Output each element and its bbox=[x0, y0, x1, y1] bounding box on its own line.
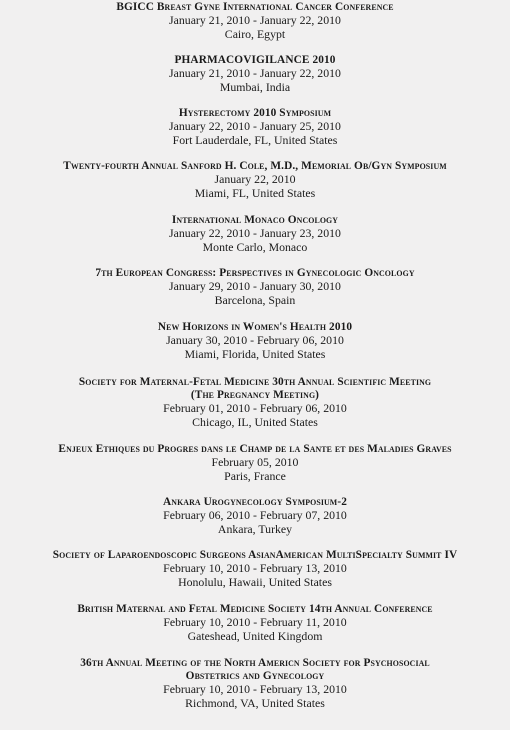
event-title: Society of Laparoendoscopic Surgeons AsianAmerican MultiSpecialty Summit IV bbox=[52, 549, 458, 561]
event-entry bbox=[0, 603, 510, 643]
event-location: Miami, Florida, United States bbox=[184, 346, 326, 361]
event-location: Monte Carlo, Monaco bbox=[202, 239, 308, 254]
event-title: BGICC Breast Gyne International Cancer Conference bbox=[116, 1, 394, 13]
event-entry bbox=[0, 657, 510, 710]
event-location: Cairo, Egypt bbox=[224, 26, 286, 41]
event-title: New Horizons in Women's Health 2010 bbox=[157, 321, 353, 333]
event-dates: January 30, 2010 - February 06, 2010 bbox=[166, 333, 344, 347]
event-title: Twenty-fourth Annual Sanford H. Cole, M.D., Memorial Ob/Gyn Symposium bbox=[63, 160, 447, 172]
event-title: Hysterectomy 2010 Symposium bbox=[178, 107, 332, 119]
event-title: British Maternal and Fetal Medicine Society 14th Annual Conference bbox=[77, 603, 433, 615]
event-dates: January 22, 2010 - January 23, 2010 bbox=[169, 226, 341, 240]
event-dates: February 10, 2010 - February 13, 2010 bbox=[163, 682, 347, 696]
event-entry bbox=[0, 549, 510, 589]
event-dates: January 22, 2010 - January 25, 2010 bbox=[169, 119, 341, 133]
event-location: Barcelona, Spain bbox=[214, 292, 296, 307]
event-entry bbox=[0, 54, 510, 94]
event-entry bbox=[0, 107, 510, 147]
event-dates: January 29, 2010 - January 30, 2010 bbox=[169, 279, 341, 293]
event-title: Society for Maternal-Fetal Medicine 30th Annual Scientific Meeting bbox=[78, 376, 432, 388]
event-location: Richmond, VA, United States bbox=[185, 695, 325, 710]
event-dates: January 21, 2010 - January 22, 2010 bbox=[169, 13, 341, 27]
event-entry bbox=[0, 214, 510, 254]
event-entry bbox=[0, 1, 510, 41]
event-entry bbox=[0, 443, 510, 483]
event-entry bbox=[0, 321, 510, 361]
event-dates: February 06, 2010 - February 07, 2010 bbox=[163, 508, 347, 522]
event-location: Ankara, Turkey bbox=[217, 521, 293, 536]
event-dates: February 05, 2010 bbox=[211, 455, 299, 469]
event-dates: February 01, 2010 - February 06, 2010 bbox=[163, 401, 347, 415]
event-dates: February 10, 2010 - February 11, 2010 bbox=[163, 615, 347, 629]
event-title-continued: Obstetrics and Gynecology bbox=[185, 670, 325, 682]
event-location: Fort Lauderdale, FL, United States bbox=[172, 132, 338, 147]
event-location: Chicago, IL, United States bbox=[192, 414, 318, 429]
event-title: 7th European Congress: Perspectives in Gynecologic Oncology bbox=[95, 267, 415, 279]
event-title: PHARMACOVIGILANCE 2010 bbox=[174, 54, 336, 66]
event-dates: January 21, 2010 - January 22, 2010 bbox=[169, 66, 341, 80]
event-title: Ankara Urogynecology Symposium-2 bbox=[163, 496, 347, 508]
event-entry bbox=[0, 376, 510, 429]
event-entry bbox=[0, 496, 510, 536]
event-dates: January 22, 2010 bbox=[214, 172, 296, 186]
event-location: Honolulu, Hawaii, United States bbox=[178, 574, 332, 589]
event-title: 36th Annual Meeting of the North Americn Society for Psychosocial bbox=[80, 657, 430, 669]
event-title: Enjeux Ethiques du Progres dans le Champ de la Sante et des Maladies Graves bbox=[58, 443, 452, 455]
event-entry bbox=[0, 267, 510, 307]
event-title: International Monaco Oncology bbox=[171, 214, 339, 226]
event-location: Mumbai, India bbox=[219, 79, 291, 94]
event-entry bbox=[0, 160, 510, 200]
event-dates: February 10, 2010 - February 13, 2010 bbox=[163, 561, 347, 575]
event-location: Paris, France bbox=[224, 468, 286, 483]
event-location: Miami, FL, United States bbox=[194, 185, 316, 200]
event-title-continued: (The Pregnancy Meeting) bbox=[190, 389, 320, 401]
event-location: Gateshead, United Kingdom bbox=[187, 628, 323, 643]
